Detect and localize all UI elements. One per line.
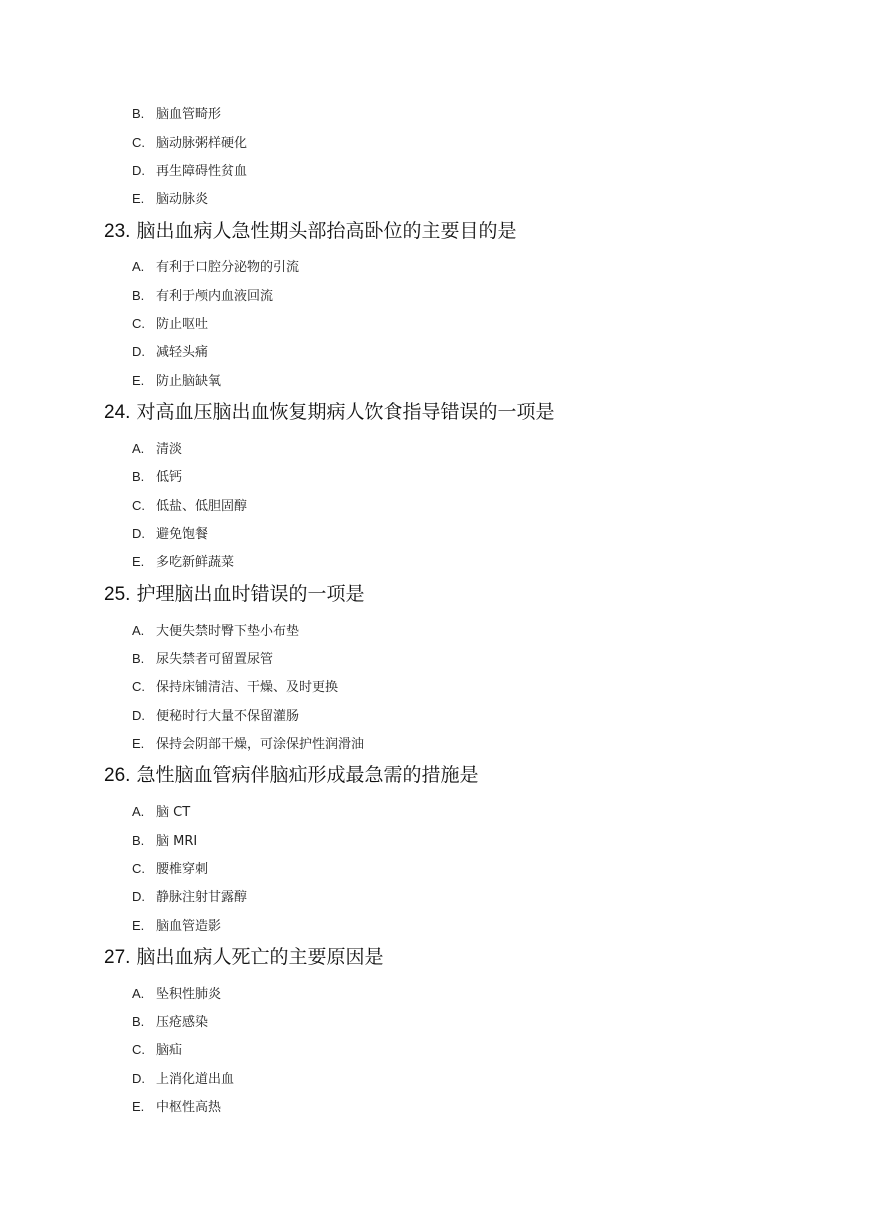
question-text: 脑出血病人急性期头部抬高卧位的主要目的是 [136, 220, 517, 242]
question-number: 26. [104, 765, 131, 786]
question-27-heading [104, 944, 383, 971]
option-text: 清淡 [156, 442, 183, 457]
option-text: 低盐、低胆固醇 [156, 499, 248, 514]
option-text: 再生障碍性贫血 [156, 164, 248, 179]
option-letter: E. [132, 1099, 145, 1114]
option-text: 减轻头痛 [156, 345, 209, 360]
option-27-a [132, 985, 221, 1004]
option-22-b [132, 105, 221, 124]
option-letter: C. [132, 316, 145, 331]
option-text: 防止呕吐 [156, 317, 209, 332]
option-22-c [132, 134, 247, 153]
option-25-b [132, 650, 273, 669]
option-text: 保持床铺清洁、干燥、及时更换 [156, 680, 339, 695]
question-23-heading [104, 218, 516, 245]
option-letter: C. [132, 861, 145, 876]
option-letter: B. [132, 833, 145, 848]
option-23-d [132, 343, 208, 362]
option-letter: C. [132, 1042, 145, 1057]
option-26-e [132, 917, 221, 936]
option-letter: A. [132, 623, 145, 638]
question-24-heading [104, 399, 554, 426]
option-text: 避免饱餐 [156, 527, 209, 542]
option-letter: A. [132, 804, 145, 819]
option-text: 脑疝 [156, 1043, 183, 1058]
option-text: 多吃新鲜蔬菜 [156, 555, 235, 570]
option-letter: D. [132, 526, 145, 541]
option-text: 中枢性高热 [156, 1100, 222, 1115]
option-letter: B. [132, 106, 145, 121]
question-25-heading [104, 581, 364, 608]
question-text: 脑出血病人死亡的主要原因是 [136, 946, 384, 968]
option-26-d [132, 888, 247, 907]
option-text: 脑血管畸形 [156, 107, 222, 122]
option-25-a [132, 622, 299, 641]
option-23-e [132, 372, 221, 391]
option-letter: A. [132, 441, 145, 456]
option-letter: E. [132, 191, 145, 206]
option-27-d [132, 1070, 234, 1089]
option-text: 脑 MRI [156, 834, 198, 849]
option-27-c [132, 1041, 182, 1060]
option-letter: D. [132, 1071, 145, 1086]
question-text: 对高血压脑出血恢复期病人饮食指导错误的一项是 [136, 401, 555, 423]
option-text: 静脉注射甘露醇 [156, 890, 248, 905]
question-number: 27. [104, 947, 131, 968]
option-text: 上消化道出血 [156, 1072, 235, 1087]
option-text: 尿失禁者可留置尿管 [156, 652, 274, 667]
option-letter: B. [132, 651, 145, 666]
option-letter: C. [132, 135, 145, 150]
option-25-c [132, 678, 338, 697]
option-text: 有利于颅内血液回流 [156, 289, 274, 304]
question-26-heading [104, 762, 478, 789]
option-text: 防止脑缺氧 [156, 374, 222, 389]
question-number: 25. [104, 584, 131, 605]
question-number: 24. [104, 402, 131, 423]
option-text: 压疮感染 [156, 1015, 209, 1030]
option-24-e [132, 553, 234, 572]
option-23-a [132, 258, 299, 277]
question-number: 23. [104, 221, 131, 242]
option-22-d [132, 162, 247, 181]
option-text: 大便失禁时臀下垫小布垫 [156, 624, 300, 639]
option-text: 保持会阴部干燥，可涂保护性润滑油 [156, 737, 365, 752]
question-text: 护理脑出血时错误的一项是 [136, 583, 365, 605]
option-text: 脑 CT [156, 805, 191, 820]
option-letter: E. [132, 918, 145, 933]
option-text: 便秘时行大量不保留灌肠 [156, 709, 300, 724]
option-23-c [132, 315, 208, 334]
option-letter: D. [132, 344, 145, 359]
option-24-d [132, 525, 208, 544]
option-27-b [132, 1013, 208, 1032]
option-letter: B. [132, 288, 145, 303]
option-text: 脑动脉粥样硬化 [156, 136, 248, 151]
option-24-c [132, 497, 247, 516]
option-letter: A. [132, 259, 145, 274]
option-24-a [132, 440, 182, 459]
option-letter: E. [132, 373, 145, 388]
option-26-c [132, 860, 208, 879]
option-letter: D. [132, 889, 145, 904]
option-letter: A. [132, 986, 145, 1001]
option-text: 脑血管造影 [156, 919, 222, 934]
option-26-b [132, 832, 197, 851]
option-22-e [132, 190, 208, 209]
option-letter: D. [132, 708, 145, 723]
option-text: 有利于口腔分泌物的引流 [156, 260, 300, 275]
option-letter: E. [132, 736, 145, 751]
option-25-e [132, 735, 364, 754]
option-25-d [132, 707, 299, 726]
option-letter: C. [132, 498, 145, 513]
option-letter: C. [132, 679, 145, 694]
option-letter: B. [132, 469, 145, 484]
option-26-a [132, 803, 190, 822]
option-27-e [132, 1098, 221, 1117]
option-24-b [132, 468, 182, 487]
option-letter: E. [132, 554, 145, 569]
option-text: 腰椎穿刺 [156, 862, 209, 877]
option-letter: B. [132, 1014, 145, 1029]
option-letter: D. [132, 163, 145, 178]
option-text: 脑动脉炎 [156, 192, 209, 207]
option-23-b [132, 287, 273, 306]
option-text: 低钙 [156, 470, 183, 485]
option-text: 坠积性肺炎 [156, 987, 222, 1002]
question-text: 急性脑血管病伴脑疝形成最急需的措施是 [136, 764, 479, 786]
